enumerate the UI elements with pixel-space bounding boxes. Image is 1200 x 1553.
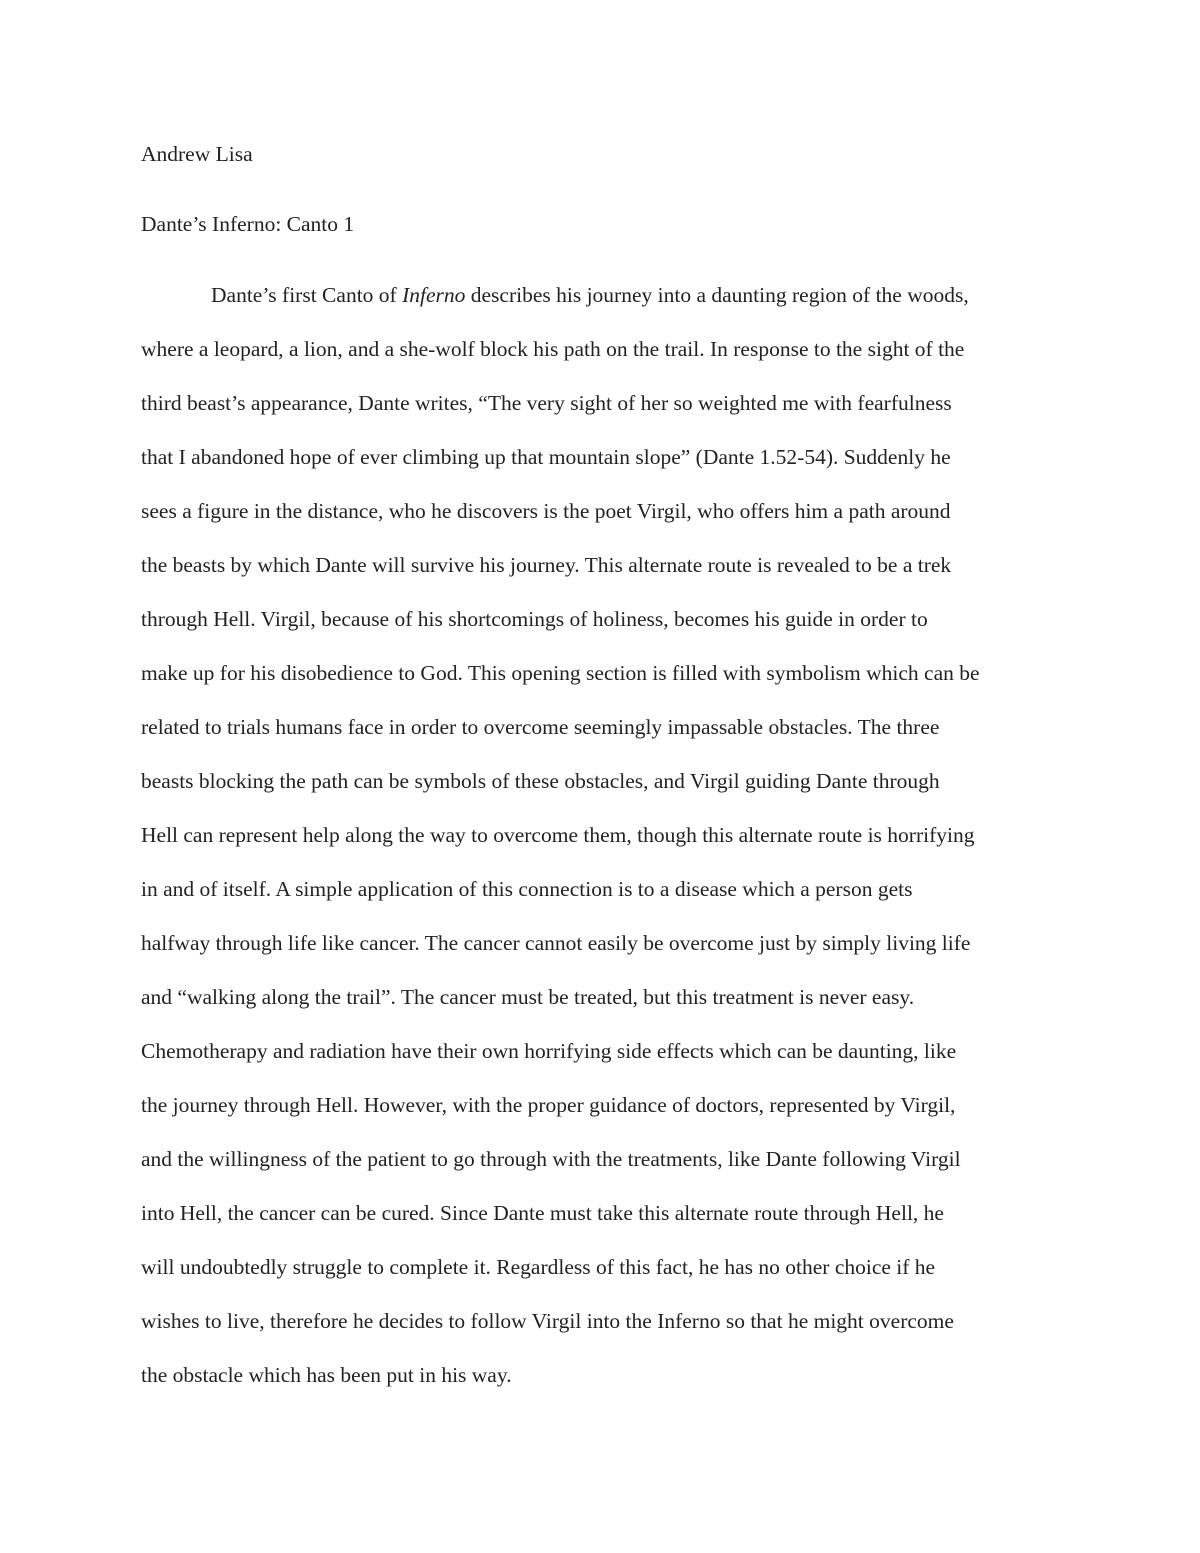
paragraph-line: third beast’s appearance, Dante writes, “The very sight of her so weighted me with fearfulness (141, 391, 952, 415)
paragraph-line: the journey through Hell. However, with the proper guidance of doctors, represented by Virgil, (141, 1093, 956, 1117)
paragraph-line: Chemotherapy and radiation have their own horrifying side effects which can be daunting, like (141, 1039, 957, 1063)
paragraph-line: and the willingness of the patient to go through with the treatments, like Dante following Virgil (141, 1147, 961, 1171)
author-name: Andrew Lisa (141, 142, 253, 166)
paragraph-line: and “walking along the trail”. The cancer must be treated, but this treatment is never easy. (141, 985, 915, 1009)
italic-work-title: Inferno (402, 283, 466, 307)
paragraph-line: the obstacle which has been put in his way. (141, 1363, 512, 1387)
paragraph-line: wishes to live, therefore he decides to follow Virgil into the Inferno so that he might overcome (141, 1309, 954, 1333)
paragraph-line: where a leopard, a lion, and a she-wolf block his path on the trail. In response to the sight of the (141, 337, 965, 361)
paragraph-line: through Hell. Virgil, because of his shortcomings of holiness, becomes his guide in order to (141, 607, 928, 631)
document-title: Dante’s Inferno: Canto 1 (141, 212, 355, 236)
paragraph-line: Hell can represent help along the way to overcome them, though this alternate route is horrifying (141, 823, 975, 847)
paragraph-line: in and of itself. A simple application of this connection is to a disease which a person gets (141, 877, 913, 901)
paragraph-line: make up for his disobedience to God. This opening section is filled with symbolism which can be (141, 661, 980, 685)
essay-body (141, 282, 1066, 1416)
paragraph-line: into Hell, the cancer can be cured. Since Dante must take this alternate route through Hell, he (141, 1201, 944, 1225)
paragraph-line: sees a figure in the distance, who he discovers is the poet Virgil, who offers him a path around (141, 499, 951, 523)
paragraph-line: related to trials humans face in order to overcome seemingly impassable obstacles. The three (141, 715, 940, 739)
paragraph-line: halfway through life like cancer. The cancer cannot easily be overcome just by simply living life (141, 931, 971, 955)
line-text-before: Dante’s first Canto of (211, 283, 403, 307)
paragraph-line: the beasts by which Dante will survive his journey. This alternate route is revealed to be a trek (141, 553, 952, 577)
paragraph-line: will undoubtedly struggle to complete it. Regardless of this fact, he has no other choice if he (141, 1255, 936, 1279)
paragraph-line (141, 282, 1066, 336)
paragraph-line: beasts blocking the path can be symbols of these obstacles, and Virgil guiding Dante through (141, 769, 940, 793)
line-text-after: describes his journey into a daunting region of the woods, (465, 283, 969, 307)
paragraph-line: that I abandoned hope of ever climbing up that mountain slope” (Dante 1.52-54). Suddenly he (141, 445, 951, 469)
